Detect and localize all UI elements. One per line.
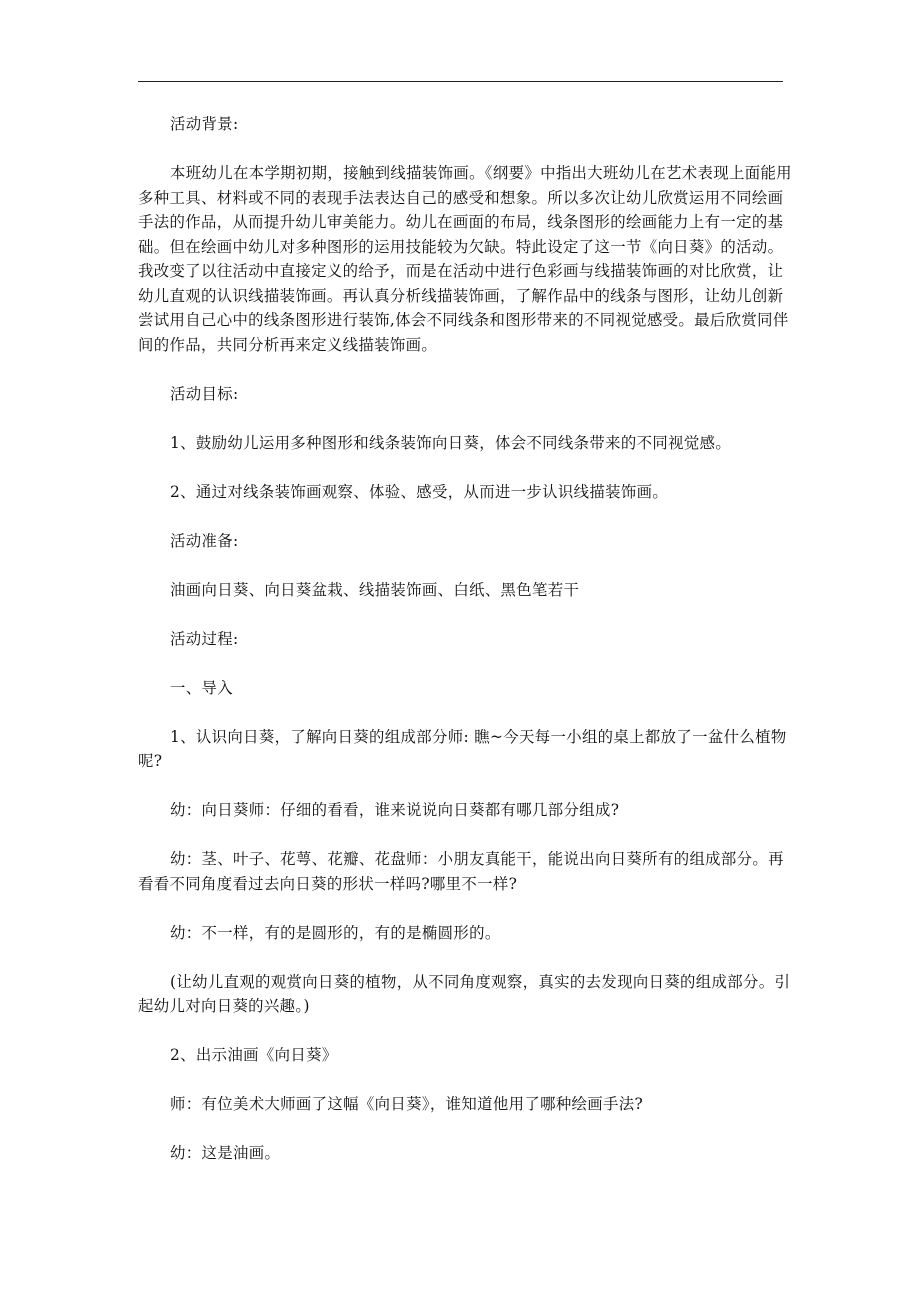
dialogue-line-3: 幼：不一样，有的是圆形的，有的是椭圆形的。 xyxy=(170,923,501,942)
heading-process: 活动过程: xyxy=(170,629,239,648)
heading-goals: 活动目标: xyxy=(170,384,239,403)
goal-item-2: 2、通过对线条装饰画观察、体验、感受，从而进一步认识线描装饰画。 xyxy=(170,482,669,501)
goal-item-1: 1、鼓励幼儿运用多种图形和线条装饰向日葵，体会不同线条带来的不同视觉感。 xyxy=(170,433,732,452)
step-2-text: 2、出示油画《向日葵》 xyxy=(170,1046,338,1064)
section-intro: 一、导入 xyxy=(170,678,233,697)
dialogue-line-1: 幼：向日葵师：仔细的看看，谁来说说向日葵都有哪几部分组成? xyxy=(170,801,620,819)
heading-background: 活动背景: xyxy=(170,115,239,133)
document-body xyxy=(138,112,793,1190)
heading-preparation: 活动准备: xyxy=(170,531,239,550)
note-paragraph: (让幼儿直观的观赏向日葵的植物，从不同角度观察，真实的去发现向日葵的组成部分。引起幼儿对向日葵的兴趣。) xyxy=(138,972,791,1015)
preparation-list: 油画向日葵、向日葵盆栽、线描装饰画、白纸、黑色笔若干 xyxy=(170,580,580,599)
header-rule xyxy=(138,81,783,82)
dialogue-line-5: 幼：这是油画。 xyxy=(170,1144,281,1162)
paragraph-background: 本班幼儿在本学期初期，接触到线描装饰画。《纲要》中指出大班幼儿在艺术表现上面能用多种工具、材料或不同的表现手法表达自己的感受和想象。所以多次让幼儿欣赏运用不同绘画手法的作品，从而提升幼儿审美能力。幼儿在画面的布局，线条图形的绘画能力上有一定的基础。但在绘画中幼儿对多种图形的运用技能较为欠缺。特此设定了这一节《向日葵》的活动。我改变了以往活动中直接定义的给予，而是在活动中进行色彩画与线描装饰画的对比欣赏，让幼儿直观的认识线描装饰画。再认真分析线描装饰画，了解作品中的线条与图形，让幼儿创新尝试用自己心中的线条图形进行装饰,体会不同线条和图形带来的不同视觉感受。最后欣赏同伴间的作品，共同分析再来定义线描装饰画。 xyxy=(138,164,792,354)
step-1-text: 1、认识向日葵，了解向日葵的组成部分师: 瞧~今天每一小组的桌上都放了一盆什么植物呢? xyxy=(138,727,787,770)
dialogue-line-4: 师：有位美术大师画了这幅《向日葵》，谁知道他用了哪种绘画手法? xyxy=(170,1095,644,1113)
dialogue-line-2: 幼：茎、叶子、花萼、花瓣、花盘师：小朋友真能干，能说出向日葵所有的组成部分。再看看不同角度看过去向日葵的形状一样吗?哪里不一样? xyxy=(138,850,784,893)
